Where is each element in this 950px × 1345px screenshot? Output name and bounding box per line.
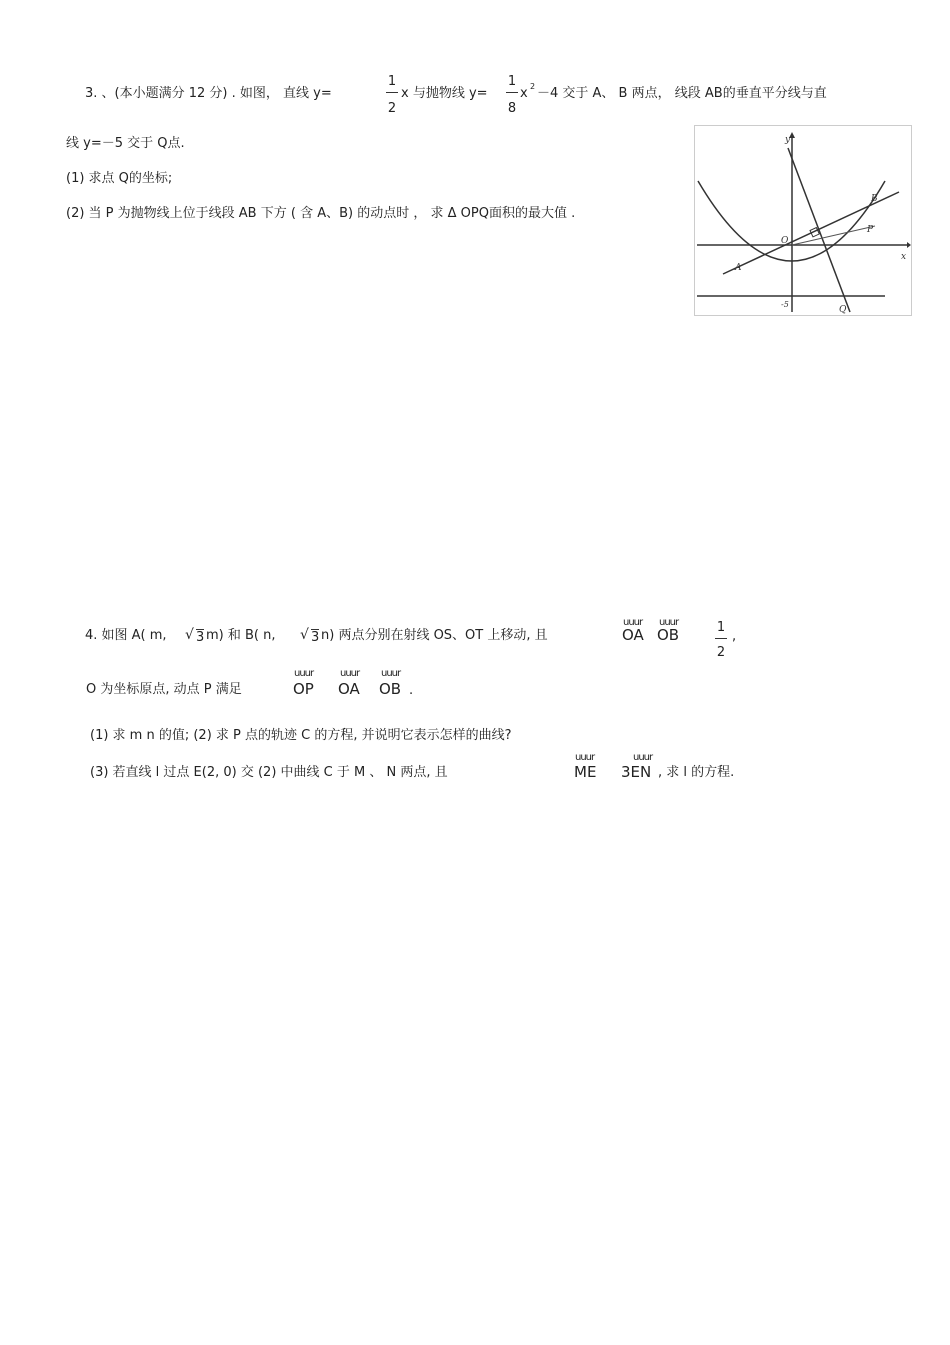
sqrt-sign-2: √ [300,627,309,643]
parabola-figure [694,125,912,316]
p3-line1-mid: x 与抛物线 y= [401,86,488,101]
vec-oa: OA [622,626,644,644]
p3-x: x [520,86,528,101]
p4-sqrt2: 3 [311,630,320,645]
vec-ob: OB [657,626,680,644]
vec-arrow-oa2: uuur [340,668,360,679]
label-o: O [781,236,789,246]
half-den: 2 [716,645,726,660]
p4-comma: , [732,629,737,644]
p4-l1-c: n) 两点分别在射线 OS、OT 上移动, 且 [321,628,548,643]
p3-frac2-num: 1 [507,74,517,89]
vec-arrow-op: uuur [294,668,314,679]
vec-arrow-ob2: uuur [381,668,401,679]
vec-en: 3EN [621,763,652,781]
p3-frac1-den: 2 [387,101,397,116]
p4-l2-a: O 为坐标原点, 动点 P 满足 [86,682,242,697]
vec-ob2: OB [379,680,402,698]
vec-arrow-oa: uuur [623,617,643,628]
label-p: P [867,225,874,235]
sqrt-sign-1: √ [185,627,194,643]
figure-svg [695,126,911,315]
label-x: x [901,252,907,262]
p3-q1: (1) 求点 Q的坐标; [66,171,173,186]
p4-q1: (1) 求 m n 的值; (2) 求 P 点的轨迹 C 的方程, 并说明它表示怎样的曲线? [90,728,512,743]
label-q: Q [839,305,847,315]
p4-q3-b: , 求 l 的方程. [658,765,735,780]
p4-sqrt1: 3 [196,630,205,645]
half-num: 1 [716,620,726,635]
p3-line1-start: 3. 、(本小题满分 12 分) . 如图， 直线 y= [85,86,332,101]
vec-arrow-ob: uuur [659,617,679,628]
p3-exp: 2 [530,82,536,91]
p3-frac1-num: 1 [387,74,397,89]
p4-l1-b: m) 和 B( n, [206,628,276,643]
p3-line2: 线 y=－5 交于 Q点. [66,136,185,151]
label-neg5: -5 [781,300,789,309]
perp-bisector [788,148,850,312]
p3-frac2-bar [506,92,518,93]
vec-oa2: OA [338,680,360,698]
p3-q2: (2) 当 P 为抛物线上位于线段 AB 下方 ( 含 A、B) 的动点时 ， 求 Δ OPQ面积的最大值 . [66,206,576,221]
vec-me: ME [574,763,597,781]
half-bar [715,638,727,639]
vec-op: OP [293,680,314,698]
label-b: B [871,194,878,204]
vec-arrow-en: uuur [633,752,653,763]
p4-q3-a: (3) 若直线 l 过点 E(2, 0) 交 (2) 中曲线 C 于 M 、 N 两点, 且 [90,765,448,780]
p3-frac2-den: 8 [507,101,517,116]
p3-line1-end: －4 交于 A、 B 两点， 线段 AB的垂直平分线与直 [537,86,827,101]
x-axis-arrow [907,242,911,248]
vec-arrow-me: uuur [575,752,595,763]
label-a: A [735,263,742,273]
p4-dot: . [409,683,414,698]
p3-frac1-bar [386,92,398,93]
p4-l1-a: 4. 如图 A( m, [85,628,167,643]
label-y: y [785,135,791,145]
